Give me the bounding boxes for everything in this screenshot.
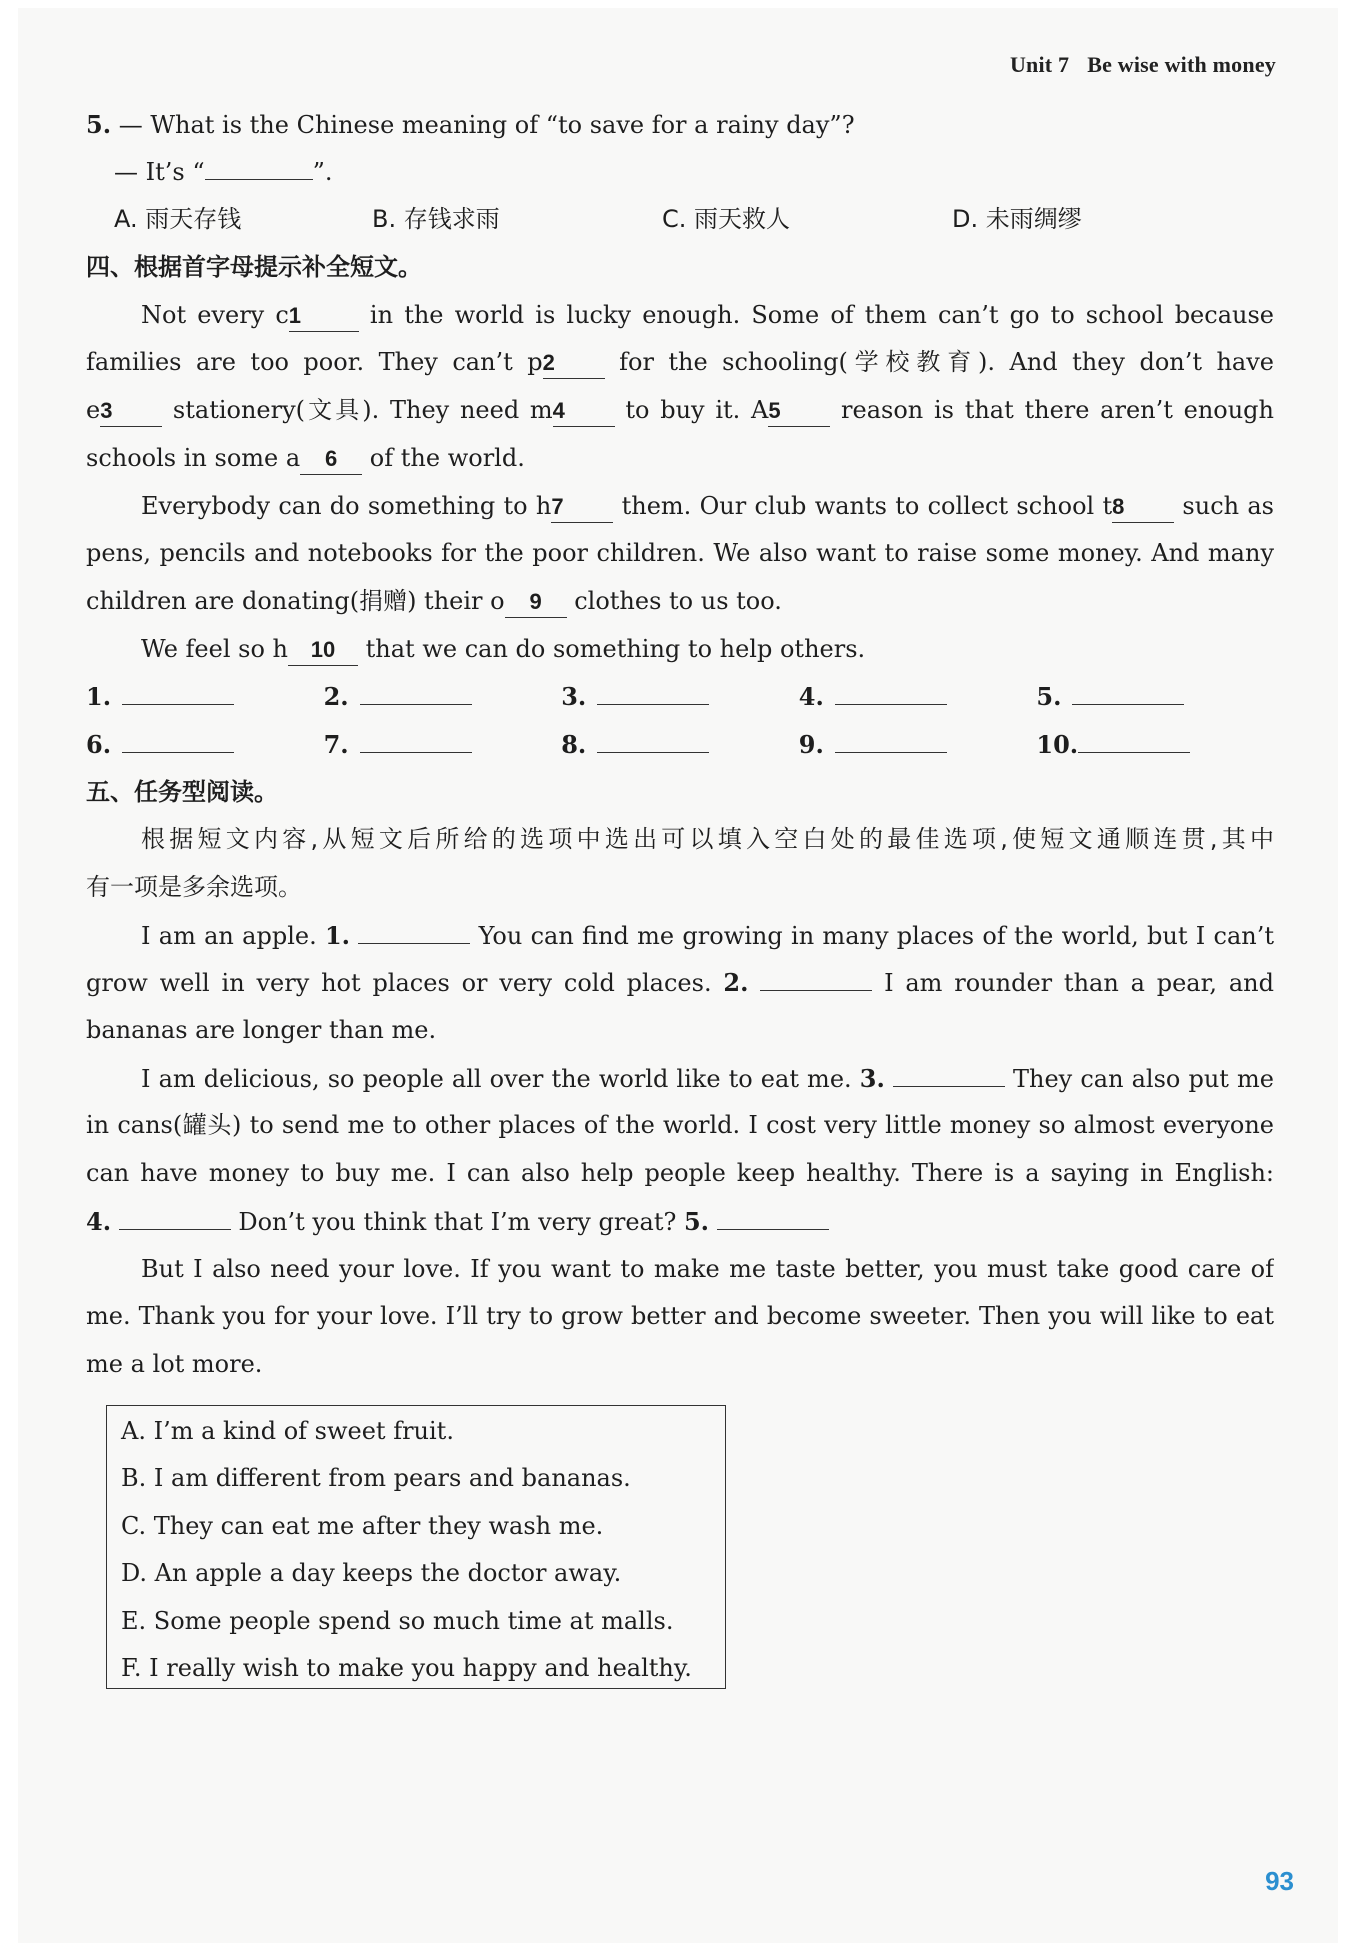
- cloze-blank-7[interactable]: 7: [551, 492, 613, 523]
- s4-answer-row-1: [86, 673, 1274, 721]
- main-content: [86, 101, 1274, 1389]
- cloze-blank-4[interactable]: 4: [553, 396, 615, 427]
- reading-blank-1[interactable]: [358, 943, 470, 944]
- s5-p2-line3: can have money to buy me. I can also help people keep healthy. There is a saying in English:: [86, 1159, 1274, 1188]
- text: I am delicious, so people all over the world like to eat me.: [141, 1064, 860, 1093]
- s4-p1-line4: [86, 435, 1274, 483]
- s4-p2-line2: pens, pencils and notebooks for the poor children. We also want to raise some money. And many: [86, 539, 1274, 568]
- reading-blank-5[interactable]: [717, 1229, 829, 1230]
- answer-blank-9[interactable]: [835, 722, 947, 753]
- answer-blank-10[interactable]: [1078, 722, 1190, 753]
- s4-p2-line3: [86, 578, 1274, 626]
- answer-blank-5[interactable]: [1072, 674, 1184, 705]
- q5-option-b[interactable]: B. 存钱求雨: [372, 205, 500, 234]
- text: such as: [1174, 491, 1274, 520]
- section5-instruction-2: 有一项是多余选项。: [86, 873, 302, 901]
- text: e: [86, 396, 101, 425]
- choice-f[interactable]: F. I really wish to make you happy and healthy.: [121, 1654, 692, 1683]
- text: in the world is lucky enough. Some of them can’t go to school because: [369, 300, 1274, 329]
- answer-label: 10.: [1036, 729, 1079, 759]
- gap-number: 3.: [859, 1063, 885, 1093]
- worksheet-page: [18, 8, 1338, 1943]
- choices-box: [106, 1405, 726, 1689]
- s5-p3-line2: me. Thank you for your love. I’ll try to grow better and become sweeter. Then you will like to eat: [86, 1302, 1274, 1331]
- text: I am an apple.: [141, 921, 325, 950]
- choice-d[interactable]: D. An apple a day keeps the doctor away.: [121, 1559, 622, 1588]
- text: of the world.: [362, 443, 525, 472]
- q5-answer-line: [86, 149, 1274, 197]
- s5-p1-line3: bananas are longer than me.: [86, 1016, 437, 1045]
- answer-label: 2.: [323, 682, 349, 712]
- cloze-blank-9[interactable]: 9: [505, 587, 567, 618]
- cloze-blank-5[interactable]: 5: [768, 396, 830, 427]
- text: I am rounder than a pear, and: [872, 969, 1274, 998]
- unit-title: Be wise with money: [1087, 52, 1276, 77]
- choice-a[interactable]: A. I’m a kind of sweet fruit.: [121, 1417, 454, 1445]
- text: They can also put me: [1004, 1064, 1274, 1093]
- answer-label: 6.: [86, 729, 112, 759]
- q5-option-d[interactable]: D. 未雨绸缪: [952, 205, 1082, 234]
- s4-p1-line3: [86, 387, 1274, 435]
- s4-p2-line1: [86, 483, 1274, 531]
- answer-blank-7[interactable]: [360, 722, 472, 753]
- text: stationery(文具). They need m: [162, 396, 553, 425]
- s4-p1-line1: [86, 292, 1274, 340]
- choice-b[interactable]: B. I am different from pears and bananas.: [121, 1464, 631, 1493]
- choice-c[interactable]: C. They can eat me after they wash me.: [121, 1511, 604, 1540]
- page-number: 93: [1265, 1866, 1294, 1896]
- q5-answer-blank[interactable]: [205, 179, 313, 180]
- answer-blank-8[interactable]: [597, 722, 709, 753]
- q5-number: 5.: [86, 110, 112, 139]
- answer-label: 3.: [561, 682, 587, 712]
- gap-number: 2.: [723, 968, 749, 998]
- s4-answer-row-2: [86, 721, 1274, 769]
- text: Don’t you think that I’m very great?: [230, 1207, 684, 1236]
- answer-blank-1[interactable]: [122, 674, 234, 705]
- section4-title: 四、根据首字母提示补全短文。: [86, 253, 422, 282]
- cloze-blank-2[interactable]: 2: [543, 348, 605, 379]
- s4-p1-line2: [86, 339, 1274, 387]
- answer-label: 4.: [798, 682, 824, 712]
- q5-options: [86, 196, 1274, 244]
- answer-blank-2[interactable]: [360, 674, 472, 705]
- s5-p1-line1: [86, 912, 1274, 960]
- q5-option-c[interactable]: C. 雨天救人: [662, 205, 791, 234]
- cloze-blank-1[interactable]: 1: [289, 301, 359, 332]
- answer-blank-4[interactable]: [835, 674, 947, 705]
- q5-answer-post: ”.: [312, 157, 333, 186]
- s5-p2-line2: in cans(罐头) to send me to other places of the world. I cost very little money so almost everyone: [86, 1111, 1274, 1140]
- choice-e[interactable]: E. Some people spend so much time at malls.: [121, 1606, 674, 1635]
- q5-question: [86, 101, 1274, 149]
- text: You can find me growing in many places of the world, but I can’t: [470, 921, 1274, 950]
- text: schools in some a: [86, 443, 301, 472]
- text: them. Our club wants to collect school t: [613, 491, 1113, 520]
- cloze-blank-3[interactable]: 3: [100, 396, 162, 427]
- cloze-blank-8[interactable]: 8: [1112, 492, 1174, 523]
- running-header: [1010, 52, 1276, 78]
- s5-p2-line4: [86, 1198, 1274, 1246]
- unit-label: Unit 7: [1009, 52, 1070, 77]
- s5-p3-line3: me a lot more.: [86, 1349, 263, 1378]
- reading-blank-2[interactable]: [760, 990, 872, 991]
- text: grow well in very hot places or very cold places.: [86, 969, 724, 998]
- q5-option-a[interactable]: A. 雨天存钱: [114, 205, 242, 234]
- section5-title: 五、任务型阅读。: [86, 777, 278, 806]
- answer-label: 5.: [1036, 682, 1062, 712]
- section5-instruction-1: 根据短文内容,从短文后所给的选项中选出可以填入空白处的最佳选项,使短文通顺连贯,其中: [141, 825, 1274, 854]
- gap-number: 4.: [86, 1206, 112, 1236]
- answer-label: 7.: [323, 729, 349, 759]
- s4-p3-line1: [86, 626, 1274, 674]
- gap-number: 1.: [324, 920, 351, 950]
- answer-blank-3[interactable]: [597, 674, 709, 705]
- text: Everybody can do something to h: [141, 491, 552, 520]
- answer-label: 1.: [86, 682, 112, 712]
- cloze-blank-6[interactable]: 6: [300, 444, 362, 475]
- q5-question-text: — What is the Chinese meaning of “to save for a rainy day”?: [118, 111, 855, 139]
- s5-p1-line2: [86, 959, 1274, 1007]
- text: families are too poor. They can’t p: [86, 348, 543, 377]
- text: children are donating(捐赠) their o: [86, 586, 505, 615]
- text: We feel so h: [141, 634, 288, 663]
- cloze-blank-10[interactable]: 10: [288, 635, 358, 666]
- text: Not every c: [141, 300, 289, 329]
- answer-label: 8.: [561, 729, 587, 759]
- q5-answer-pre: — It’s “: [114, 157, 205, 186]
- text: for the schooling(学校教育). And they don’t have: [604, 348, 1274, 377]
- reading-blank-3[interactable]: [893, 1086, 1005, 1087]
- s5-p2-line1: [86, 1055, 1274, 1103]
- text: clothes to us too.: [566, 586, 782, 615]
- text: that we can do something to help others.: [358, 634, 866, 663]
- reading-blank-4[interactable]: [119, 1229, 231, 1230]
- gap-number: 5.: [683, 1206, 710, 1236]
- answer-label: 9.: [798, 729, 824, 759]
- answer-blank-6[interactable]: [122, 722, 234, 753]
- text: reason is that there aren’t enough: [830, 396, 1274, 425]
- text: to buy it. A: [614, 396, 769, 425]
- s5-p3-line1: But I also need your love. If you want to make me taste better, you must take good care of: [141, 1254, 1274, 1283]
